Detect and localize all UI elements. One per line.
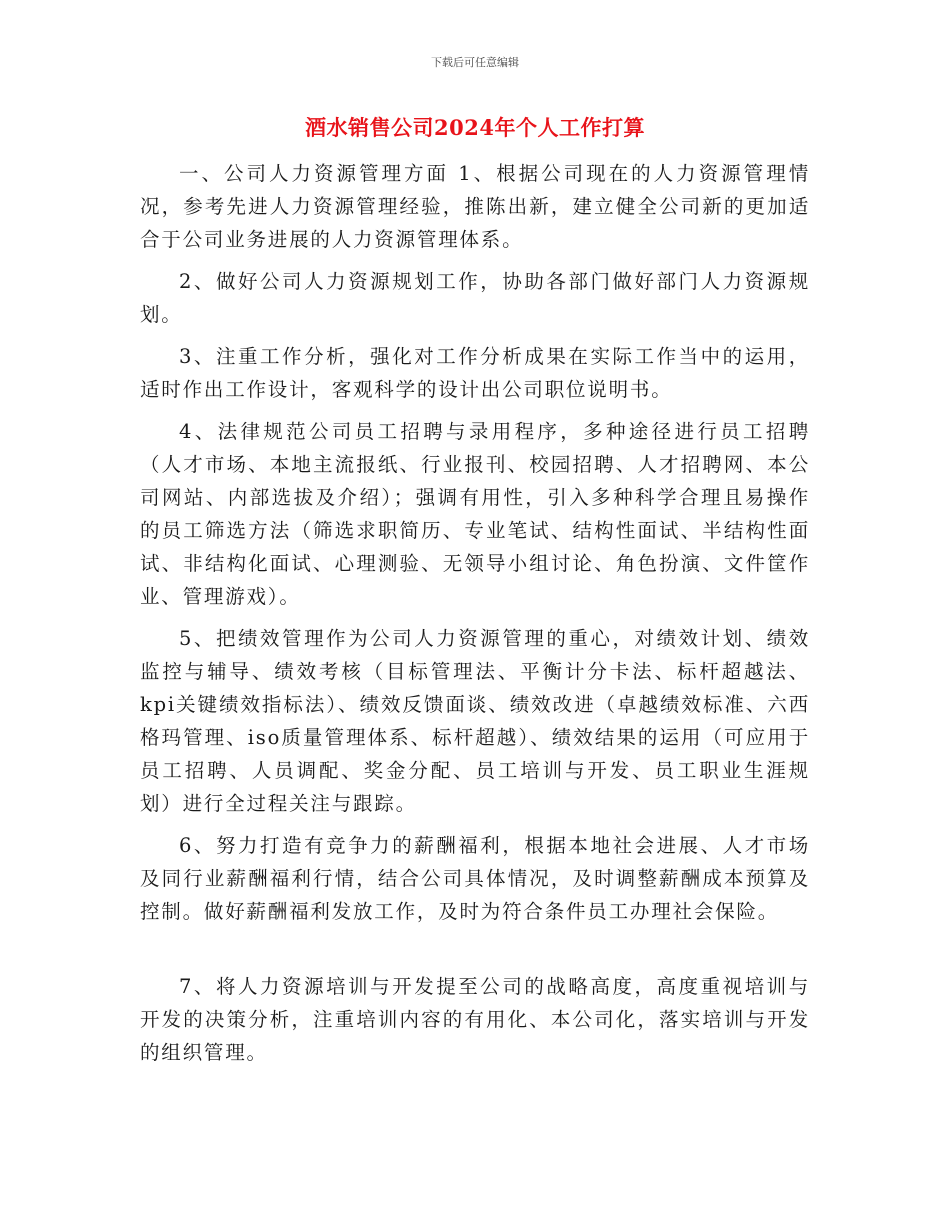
document-title: 酒水销售公司2024年个人工作打算 xyxy=(305,115,645,140)
paragraph-7: 7、将人力资源培训与开发提至公司的战略高度，高度重视培训与开发的决策分析，注重培训内容的有用化、本公司化，落实培训与开发的组织管理。 xyxy=(140,975,810,1064)
paragraph-6: 6、努力打造有竞争力的薪酬福利，根据本地社会进展、人才市场及同行业薪酬福利行情，结合公司具体情况，及时调整薪酬成本预算及控制。做好薪酬福利发放工作，及时为符合条件员工办理社会保险。 xyxy=(140,834,810,923)
paragraph-2: 2、做好公司人力资源规划工作，协助各部门做好部门人力资源规划。 xyxy=(140,270,810,326)
header-note: 下载后可任意编辑 xyxy=(431,56,519,69)
paragraph-5: 5、把绩效管理作为公司人力资源管理的重心，对绩效计划、绩效监控与辅导、绩效考核（目标管理法、平衡计分卡法、标杆超越法、kpi关键绩效指标法）、绩效反馈面谈、绩效改进（卓越绩效标准、六西格玛管理、iso质量管理体系、标杆超越）、绩效结果的运用（可应用于员工招聘、人员调配、奖金分配、员工培训与开发、员工职业生涯规划）进行全过程关注与跟踪。 xyxy=(140,627,810,815)
paragraph-4: 4、法律规范公司员工招聘与录用程序，多种途径进行员工招聘（人才市场、本地主流报纸、行业报刊、校园招聘、人才招聘网、本公司网站、内部选拔及介绍）；强调有用性，引入多种科学合理且易操作的员工筛选方法（筛选求职简历、专业笔试、结构性面试、半结构性面试、非结构化面试、心理测验、无领导小组讨论、角色扮演、文件筐作业、管理游戏）。 xyxy=(140,420,810,608)
paragraph-3: 3、注重工作分析，强化对工作分析成果在实际工作当中的运用，适时作出工作设计，客观科学的设计出公司职位说明书。 xyxy=(140,345,810,401)
document-body xyxy=(140,157,810,1078)
paragraph-1: 一、公司人力资源管理方面 1、根据公司现在的人力资源管理情况，参考先进人力资源管理经验，推陈出新，建立健全公司新的更加适合于公司业务进展的人力资源管理体系。 xyxy=(140,162,810,251)
